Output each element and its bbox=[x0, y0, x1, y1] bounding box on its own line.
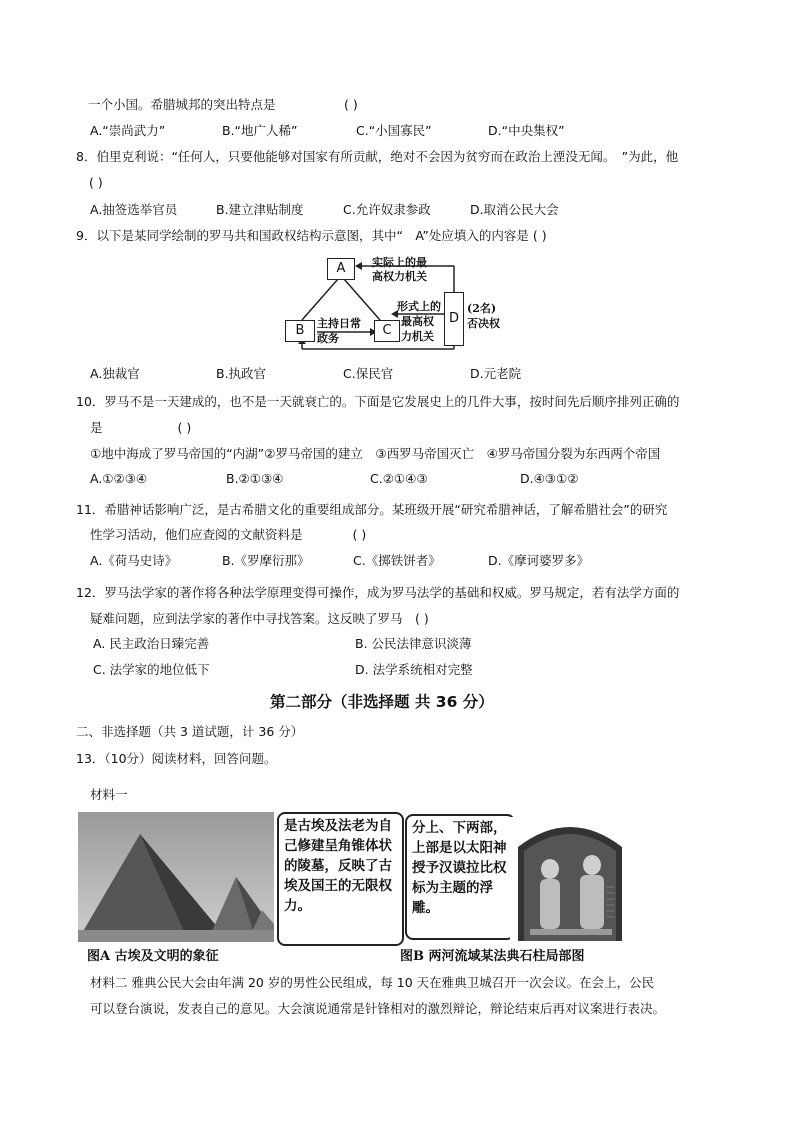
diagram-label-c-2: 最高权 bbox=[401, 315, 434, 328]
q12-stem-line2: 疑难问题，应到法学家的著作中寻找答案。这反映了罗马 ( ) bbox=[90, 611, 429, 626]
q11-stem-line1: 11．希腊神话影响广泛，是古希腊文化的重要组成部分。某班级开展“研究希腊神话，了解希腊社会”的研究 bbox=[76, 502, 668, 517]
diagram-label-c-3: 力机关 bbox=[401, 330, 434, 343]
figure-head-left bbox=[541, 859, 559, 879]
q12-option-b: B. 公民法律意识淡薄 bbox=[355, 636, 472, 651]
q10-option-a: A.①②③④ bbox=[90, 471, 148, 486]
diagram-label-d-1: (2名) bbox=[467, 302, 497, 315]
q8-option-a: A.抽签选举官员 bbox=[90, 202, 178, 217]
figure-body-right bbox=[580, 875, 604, 929]
q8-option-d: D.取消公民大会 bbox=[470, 202, 559, 217]
diagram-box-b: B bbox=[285, 320, 315, 342]
q12-stem-line1: 12．罗马法学家的著作将各种法学原理变得可操作，成为罗马法学的基础和权威。罗马规定，若有法学方面的 bbox=[76, 585, 680, 600]
sand bbox=[78, 930, 274, 942]
part2-title: 第二部分（非选择题 共 36 分） bbox=[270, 693, 494, 711]
figure-body-left bbox=[540, 879, 560, 929]
pyramids-photo bbox=[78, 812, 274, 942]
q10-option-b: B.②①③④ bbox=[226, 471, 284, 486]
material2-line1: 材料二 雅典公民大会由年满 20 岁的男性公民组成，每 10 天在雅典卫城召开一次会议。在会上，公民 bbox=[90, 975, 655, 990]
q8-option-b: B.建立津贴制度 bbox=[216, 202, 304, 217]
pyramids-illustration bbox=[78, 812, 274, 942]
speech-bubble-b: 分上、下两部，上部是以太阳神授予汉谟拉比权标为主题的浮雕。 bbox=[405, 814, 515, 940]
q8-stem-line1: 8．伯里克利说：“任何人，只要他能够对国家有所贡献，绝对不会因为贫穷而在政治上湮没无闻。 ”为此，他 bbox=[76, 149, 679, 164]
diagram-label-d-2: 否决权 bbox=[467, 317, 500, 330]
q7-stem: 一个小国。希腊城邦的突出特点是 bbox=[88, 97, 276, 112]
q10-option-d: D.④③①② bbox=[520, 471, 579, 486]
stele-illustration bbox=[510, 817, 630, 941]
q11-option-a: A.《荷马史诗》 bbox=[90, 553, 178, 568]
q12-option-d: D. 法学系统相对完整 bbox=[355, 662, 473, 677]
q11-option-c: C.《掷铁饼者》 bbox=[353, 553, 441, 568]
diagram-box-a: A bbox=[327, 258, 355, 280]
diagram-box-c: C bbox=[374, 320, 400, 342]
q10-events: ①地中海成了罗马帝国的“内湖”②罗马帝国的建立 ③西罗马帝国灭亡 ④罗马帝国分裂为东西两个帝国 bbox=[90, 446, 661, 461]
q11-option-d: D.《摩诃婆罗多》 bbox=[488, 553, 590, 568]
part2-section-heading: 二、非选择题（共 3 道试题，计 36 分） bbox=[76, 724, 304, 739]
q7-answer-paren: ( ) bbox=[344, 97, 358, 112]
diagram-label-bc-1: 主持日常 bbox=[317, 317, 361, 330]
connector-a-b bbox=[302, 279, 338, 320]
figure-a-caption: 图A 古埃及文明的象征 bbox=[87, 949, 219, 964]
q9-stem: 9．以下是某同学绘制的罗马共和国政权结构示意图，其中“ A”处应填入的内容是 ( ) bbox=[76, 228, 547, 243]
q11-stem-line2: 性学习活动，他们应查阅的文献资料是 ( ) bbox=[90, 527, 367, 542]
q7-option-d: D.“中央集权” bbox=[488, 123, 565, 138]
arrowhead-d-a bbox=[355, 262, 362, 270]
q13-stem: 13．（10分）阅读材料，回答问题。 bbox=[76, 751, 277, 766]
q12-option-a: A. 民主政治日臻完善 bbox=[93, 636, 210, 651]
q11-option-b: B.《罗摩衍那》 bbox=[222, 553, 310, 568]
q7-option-c: C.“小国寡民” bbox=[356, 123, 432, 138]
q9-option-c: C.保民官 bbox=[343, 366, 394, 381]
material1-label: 材料一 bbox=[90, 787, 128, 802]
diagram-label-top-1: 实际上的最 bbox=[372, 256, 427, 269]
figure-b-caption: 图B 两河流域某法典石柱局部图 bbox=[400, 949, 585, 964]
q10-option-c: C.②①④③ bbox=[370, 471, 428, 486]
material2-line2: 可以登台演说，发表自己的意见。大会演说通常是针锋相对的激烈辩论，辩论结束后再对议案进行表决。 bbox=[90, 1001, 666, 1016]
q7-option-a: A.“崇尚武力” bbox=[90, 123, 166, 138]
q9-option-b: B.执政官 bbox=[216, 366, 267, 381]
diagram-label-top-2: 高权力机关 bbox=[372, 270, 427, 283]
q10-stem-line2: 是 ( ) bbox=[90, 420, 192, 435]
diagram-label-bc-2: 政务 bbox=[317, 332, 339, 345]
code-stele-photo bbox=[510, 817, 630, 941]
diagram-box-d: D bbox=[444, 292, 464, 346]
q9-option-a: A.独裁官 bbox=[90, 366, 140, 381]
q8-option-c: C.允许奴隶参政 bbox=[343, 202, 431, 217]
q7-option-b: B.“地广人稀” bbox=[222, 123, 298, 138]
speech-bubble-a: 是古埃及法老为自己修建呈角锥体状的陵墓，反映了古埃及国王的无限权力。 bbox=[277, 812, 404, 946]
q10-stem-line1: 10．罗马不是一天建成的，也不是一天就衰亡的。下面是它发展史上的几件大事，按时间先后顺序排列正确的 bbox=[76, 394, 680, 409]
q12-option-c: C. 法学家的地位低下 bbox=[93, 662, 210, 677]
diagram-label-c-1: 形式上的 bbox=[397, 300, 441, 313]
q8-answer-paren: ( ) bbox=[89, 175, 103, 190]
q9-option-d: D.元老院 bbox=[470, 366, 522, 381]
figure-head-right bbox=[583, 855, 601, 875]
connector-a-c bbox=[344, 279, 380, 320]
